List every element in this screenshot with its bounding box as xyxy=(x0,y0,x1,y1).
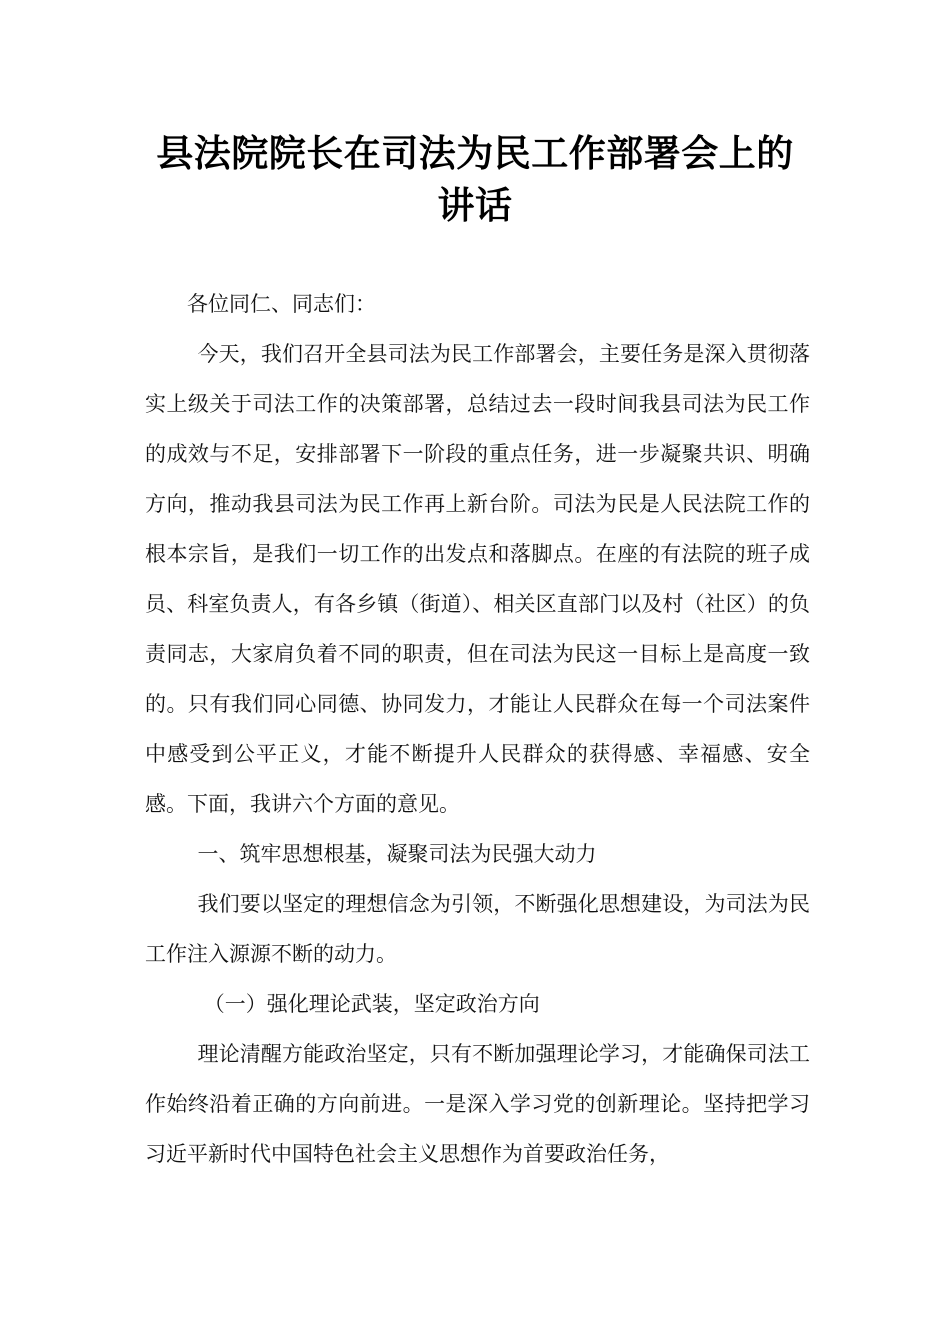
document-body xyxy=(145,279,810,1179)
section-heading-1: 一、筑牢思想根基，凝聚司法为民强大动力 xyxy=(197,842,597,866)
subsection-1-paragraph: 理论清醒方能政治坚定，只有不断加强理论学习，才能确保司法工作始终沿着正确的方向前进。一是深入学习党的创新理论。坚持把学习习近平新时代中国特色社会主义思想作为首要政治任务， xyxy=(145,1042,810,1166)
section-1-paragraph: 我们要以坚定的理想信念为引领，不断强化思想建设，为司法为民工作注入源源不断的动力。 xyxy=(145,892,810,966)
subsection-heading-1: （一）强化理论武装，坚定政治方向 xyxy=(203,992,540,1016)
document-title: 县法院院长在司法为民工作部署会上的讲话 xyxy=(156,132,794,227)
intro-paragraph: 今天，我们召开全县司法为民工作部署会，主要任务是深入贯彻落实上级关于司法工作的决策部署，总结过去一段时间我县司法为民工作的成效与不足，安排部署下一阶段的重点任务，进一步凝聚共识、明确方向，推动我县司法为民工作再上新台阶。司法为民是人民法院工作的根本宗旨，是我们一切工作的出发点和落脚点。在座的有法院的班子成员、科室负责人，有各乡镇（街道）、相关区直部门以及村（社区）的负责同志，大家肩负着不同的职责，但在司法为民这一目标上是高度一致的。只有我们同心同德、协同发力，才能让人民群众在每一个司法案件中感受到公平正义，才能不断提升人民群众的获得感、幸福感、安全感。下面，我讲六个方面的意见。 xyxy=(145,342,810,816)
salutation-paragraph: 各位同仁、同志们： xyxy=(187,292,376,316)
